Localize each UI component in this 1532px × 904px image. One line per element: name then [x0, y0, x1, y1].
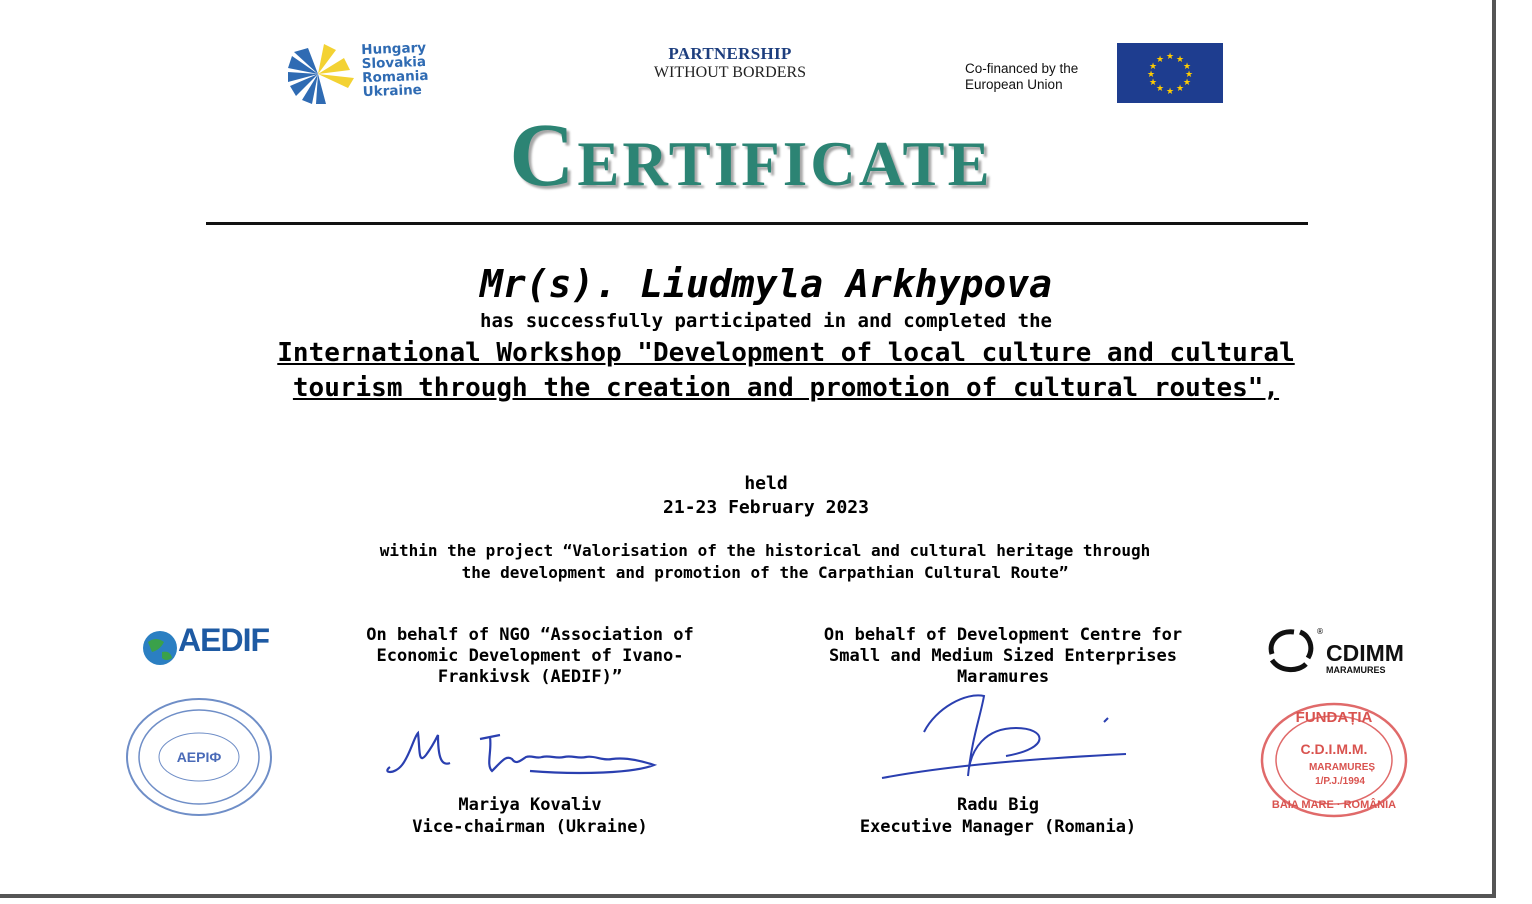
right-behalf-text: [780, 625, 1226, 688]
cofinanced-line2: European Union: [965, 77, 1063, 92]
svg-text:★: ★: [1182, 62, 1192, 72]
right-signatory: [800, 794, 1196, 838]
program-logo-icon: [284, 42, 362, 106]
svg-text:★: ★: [1175, 84, 1185, 94]
svg-text:★: ★: [1155, 84, 1165, 94]
right-signatory-role: Executive Manager (Romania): [859, 817, 1137, 837]
eu-flag-icon: [1117, 43, 1223, 103]
stamp-line-2: C.D.I.M.M.: [1300, 741, 1368, 757]
cofinanced-line1: Co-financed by the: [965, 61, 1079, 76]
left-signatory-role: Vice-chairman (Ukraine): [412, 817, 648, 837]
cdimm-logo: CDIMM: [1326, 640, 1404, 666]
svg-text:®: ®: [1316, 627, 1324, 636]
event-held: [0, 472, 1532, 520]
title-divider: [206, 222, 1308, 225]
right-behalf-line3: Maramures: [956, 667, 1050, 687]
recipient-name: Mr(s). Liudmyla Arkhypova: [480, 262, 1052, 306]
stamp-line-3: MARAMUREȘ: [1308, 762, 1376, 773]
cofinanced-text: [965, 61, 1078, 93]
svg-text:★: ★: [1146, 70, 1156, 80]
svg-text:★: ★: [1175, 55, 1185, 65]
cdimm-stamp-icon: [1258, 700, 1410, 820]
stamp-line-1: FUNDAȚIA: [1295, 709, 1373, 726]
aedif-logo: AEDIF: [178, 622, 269, 658]
cdimm-logo-sub: MARAMURES: [1326, 665, 1386, 675]
participation-text: has successfully participated in and completed the: [480, 310, 1052, 332]
svg-text:★: ★: [1155, 55, 1165, 65]
svg-text:★: ★: [1165, 52, 1175, 62]
right-behalf-line2: Small and Medium Sized Enterprises: [829, 646, 1177, 666]
svg-text:★: ★: [1184, 70, 1194, 80]
right-behalf-line1: On behalf of Development Centre for: [823, 625, 1183, 645]
program-logo-text: [361, 41, 429, 99]
held-label: held: [744, 473, 788, 494]
left-behalf-line3: Frankivsk (AEDIF)”: [437, 667, 623, 687]
left-behalf-line2: Economic Development of Ivano-: [376, 646, 684, 666]
svg-text:★: ★: [1182, 78, 1192, 88]
program-country-hungary: Hungary: [361, 39, 427, 59]
svg-text:★: ★: [1148, 78, 1158, 88]
project-line1: within the project “Valorisation of the historical and cultural heritage through: [379, 541, 1151, 560]
workshop-title: International Workshop "Development of local culture and cultural tourism through the creation and promotion of cultural routes",: [277, 338, 1295, 403]
program-country-romania: Romania: [361, 67, 429, 87]
stamp-line-5: BAIA MARE · ROMÂNIA: [1271, 799, 1397, 811]
program-country-slovakia: Slovakia: [361, 53, 427, 73]
left-signatory-name: Mariya Kovaliv: [458, 795, 602, 815]
partnership-logo: [620, 44, 840, 82]
globe-icon: [140, 628, 180, 668]
aedif-stamp-text: АЕРІФ: [176, 749, 222, 765]
project-description: [290, 540, 1240, 584]
left-behalf-line1: On behalf of NGO “Association of: [366, 625, 694, 645]
right-signature-icon: [876, 688, 1136, 788]
svg-text:★: ★: [1148, 62, 1158, 72]
certificate-title: Certificate: [509, 106, 993, 205]
partnership-line1: PARTNERSHIP: [668, 44, 792, 63]
partnership-line2: WITHOUT BORDERS: [653, 64, 807, 81]
program-country-ukraine: Ukraine: [362, 82, 423, 101]
left-signatory: [350, 794, 710, 838]
project-line2: the development and promotion of the Carpathian Cultural Route”: [461, 563, 1069, 582]
svg-text:★: ★: [1165, 87, 1175, 97]
right-signatory-name: Radu Big: [957, 795, 1039, 815]
cdimm-logo-icon: [1264, 626, 1322, 674]
left-behalf-text: [330, 625, 730, 688]
left-signature-icon: [380, 725, 670, 785]
aedif-stamp-icon: [124, 695, 274, 820]
event-dates: 21-23 February 2023: [663, 497, 869, 518]
stamp-line-4: 1/P.J./1994: [1315, 776, 1365, 787]
